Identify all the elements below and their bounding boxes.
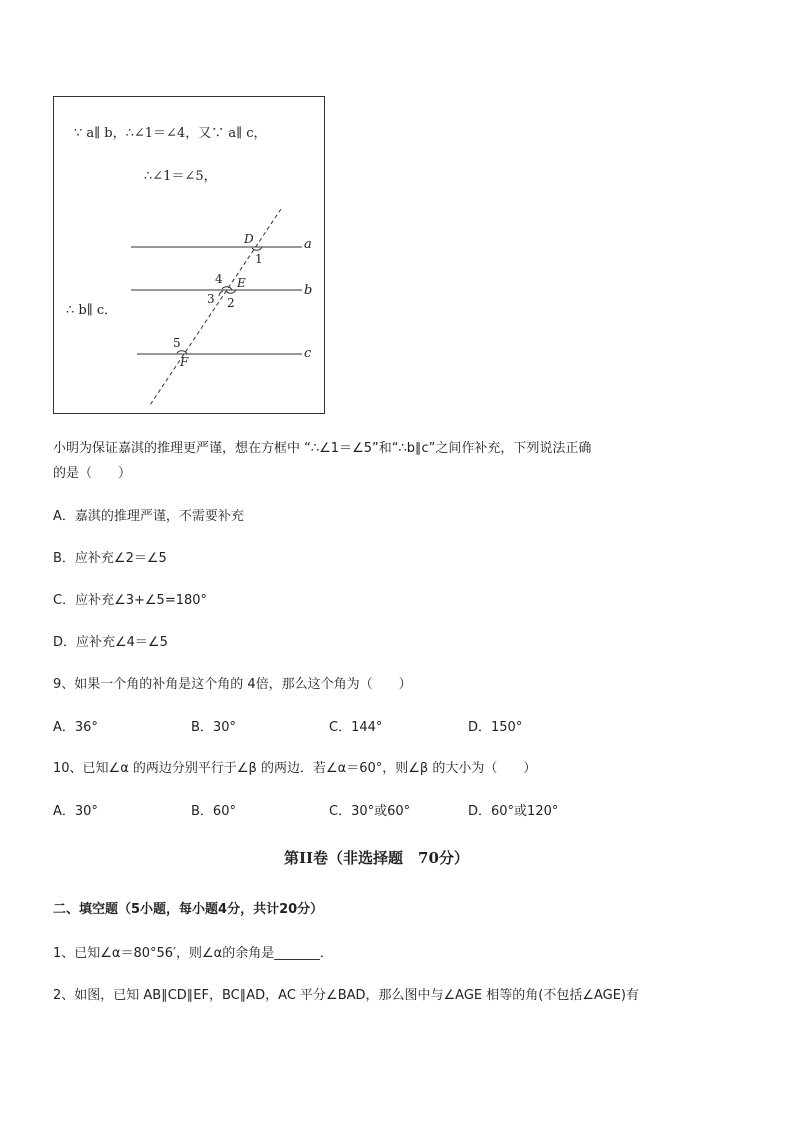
q8-option-b: B．应补充∠2＝∠5 — [53, 551, 167, 566]
proof-line-2: ∴∠1＝∠5， — [144, 169, 217, 184]
q9-option-a: A．36° — [53, 720, 98, 735]
transversal — [150, 209, 281, 405]
label-5: 5 — [173, 336, 181, 350]
figure-box — [53, 96, 325, 414]
label-2: 2 — [227, 296, 235, 310]
label-c: c — [304, 346, 312, 361]
q9-option-d: D．150° — [468, 720, 523, 735]
section-title: 第II卷（非选择题 70分） — [284, 849, 469, 867]
q8-stem-line-2: 的是（ ） — [53, 466, 132, 481]
q8-option-a: A．嘉淇的推理严谨，不需要补充 — [53, 509, 244, 524]
label-3: 3 — [207, 292, 215, 306]
section-subtitle: 二、填空题（5小题，每小题4分，共计20分） — [53, 902, 324, 917]
label-F: F — [180, 355, 189, 369]
q9-stem: 9、如果一个角的补角是这个角的 4倍，那么这个角为（ ） — [53, 677, 412, 692]
proof-line-3: ∴ b∥ c． — [66, 303, 118, 318]
q10-option-a: A．30° — [53, 804, 98, 819]
fill-question-1: 1、已知∠α＝80°56′，则∠α的余角是_______． — [53, 946, 333, 961]
label-4: 4 — [215, 272, 223, 286]
parallel-lines-diagram — [54, 97, 324, 413]
q10-option-c: C．30°或60° — [329, 804, 411, 819]
q9-option-b: B．30° — [191, 720, 236, 735]
label-a: a — [304, 237, 312, 252]
angle-arc-3 — [219, 291, 223, 296]
q10-option-d: D．60°或120° — [468, 804, 559, 819]
label-1: 1 — [255, 252, 263, 266]
label-b: b — [304, 283, 313, 298]
label-D: D — [244, 232, 254, 246]
label-E: E — [237, 276, 246, 290]
q8-option-c: C．应补充∠3+∠5=180° — [53, 593, 208, 608]
proof-line-1: ∵ a∥ b，∴∠1＝∠4，又∵ a∥ c， — [74, 126, 267, 141]
q10-option-b: B．60° — [191, 804, 236, 819]
q8-stem-line-1: 小明为保证嘉淇的推理更严谨，想在方框中 “∴∠1＝∠5”和“∴b∥c”之间作补充，下列说法正确 — [53, 441, 592, 456]
q10-stem: 10、已知∠α 的两边分别平行于∠β 的两边．若∠α＝60°，则∠β 的大小为（ ） — [53, 761, 537, 776]
fill-question-2: 2、如图，已知 AB∥CD∥EF，BC∥AD，AC 平分∠BAD，那么图中与∠AGE 相等的角(不包括∠AGE)有 — [53, 988, 640, 1003]
q9-option-c: C．144° — [329, 720, 383, 735]
q8-option-d: D．应补充∠4＝∠5 — [53, 635, 168, 650]
